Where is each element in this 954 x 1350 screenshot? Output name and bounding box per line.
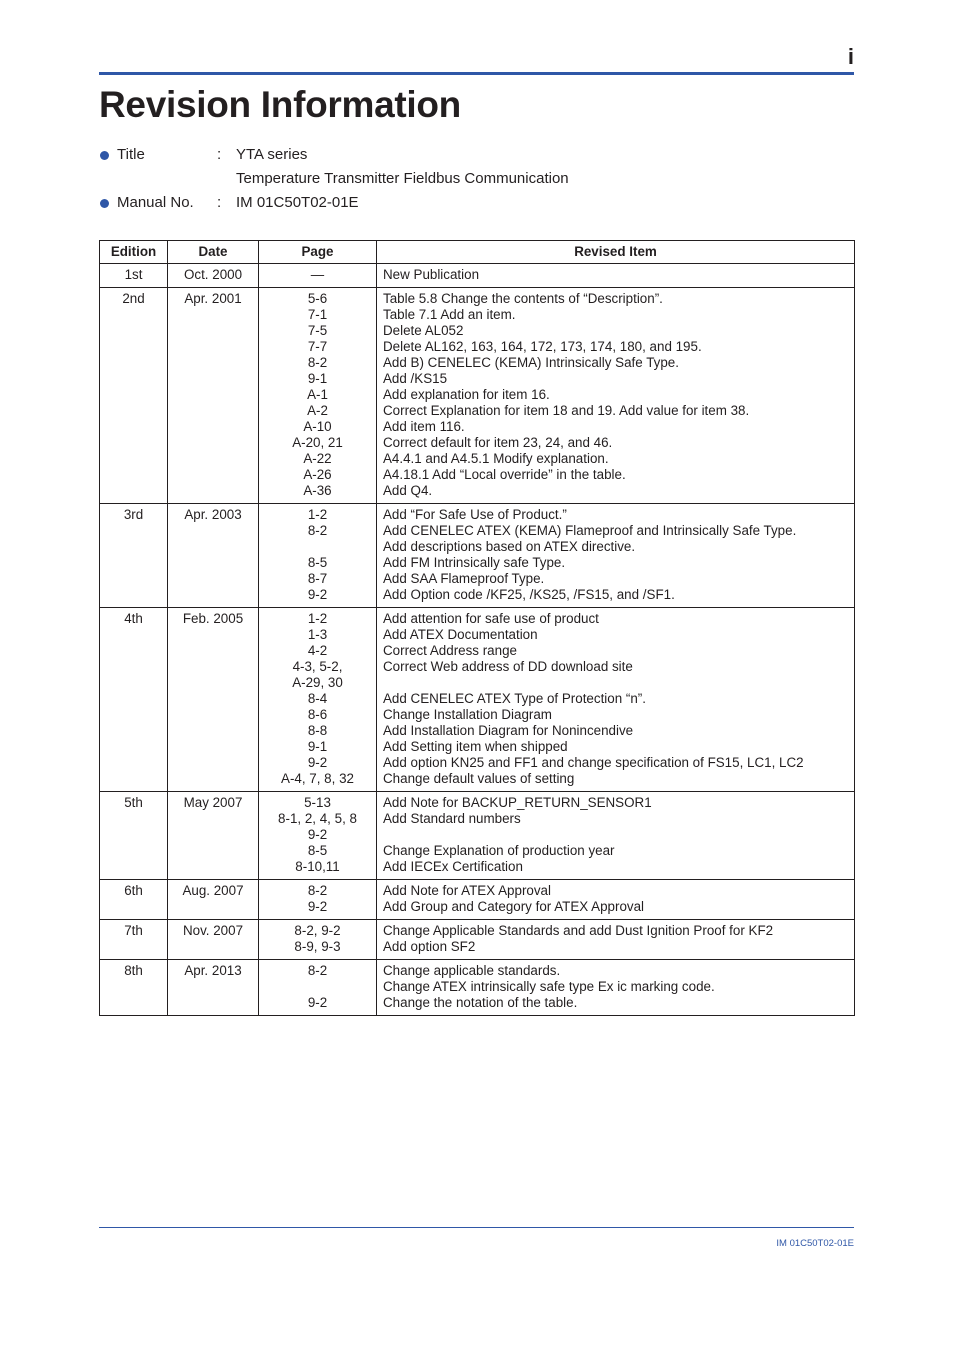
revised-item-line: Add option SF2 xyxy=(383,939,476,954)
page-ref: 9-2 xyxy=(307,995,328,1010)
page-ref: 5-6 xyxy=(307,291,328,306)
revised-item-cell xyxy=(377,880,855,920)
meta-title-value-line2: Temperature Transmitter Fieldbus Communication xyxy=(236,170,569,187)
table-header-row xyxy=(100,241,855,264)
page-title: Revision Information xyxy=(99,84,461,125)
revised-item-line: Add ATEX Documentation xyxy=(383,627,538,642)
revised-item-line: Add CENELEC ATEX Type of Protection “n”. xyxy=(383,691,646,706)
revised-item-line: Add Standard numbers xyxy=(383,811,521,826)
table-body xyxy=(100,264,855,1016)
revised-item-line: A4.18.1 Add “Local override” in the table. xyxy=(383,467,626,482)
edition-cell: 1st xyxy=(100,264,168,288)
revised-item-line: Add “For Safe Use of Product.” xyxy=(383,507,567,522)
revised-item-line: Add B) CENELEC (KEMA) Intrinsically Safe Type. xyxy=(383,355,679,370)
table-row xyxy=(100,608,855,792)
revised-item-line: Add item 116. xyxy=(383,419,465,434)
revised-item-line: Table 7.1 Add an item. xyxy=(383,307,516,322)
page-ref: A-4, 7, 8, 32 xyxy=(281,771,354,786)
footer-doc-code: IM 01C50T02-01E xyxy=(776,1238,854,1249)
header-date: Date xyxy=(168,241,259,264)
revised-item-cell xyxy=(377,920,855,960)
revised-item-line: Change Installation Diagram xyxy=(383,707,552,722)
page-ref xyxy=(265,539,370,555)
date-cell: Apr. 2001 xyxy=(168,288,259,504)
revised-item-line: Change the notation of the table. xyxy=(383,995,578,1010)
table-row xyxy=(100,880,855,920)
meta-title-label: Title xyxy=(117,146,145,163)
page-ref xyxy=(265,979,370,995)
page-ref: 9-2 xyxy=(307,755,328,770)
page-ref: 8-2 xyxy=(307,523,328,538)
page-ref: 9-1 xyxy=(307,371,328,386)
page-cell xyxy=(259,960,377,1016)
revised-item-line: A4.4.1 and A4.5.1 Modify explanation. xyxy=(383,451,609,466)
page-ref: A-26 xyxy=(303,467,332,482)
page-ref: 7-5 xyxy=(307,323,328,338)
revised-item-line: Change default values of setting xyxy=(383,771,575,786)
date-cell: Apr. 2013 xyxy=(168,960,259,1016)
revised-item-line: Delete AL162, 163, 164, 172, 173, 174, 180, and 195. xyxy=(383,339,702,354)
date-cell: Apr. 2003 xyxy=(168,504,259,608)
page-cell xyxy=(259,608,377,792)
table-row xyxy=(100,960,855,1016)
edition-cell: 5th xyxy=(100,792,168,880)
page-ref: 9-1 xyxy=(307,739,328,754)
revised-item-line: New Publication xyxy=(383,267,480,282)
edition-cell: 7th xyxy=(100,920,168,960)
page-ref: A-2 xyxy=(307,403,328,418)
revised-item-line: Add descriptions based on ATEX directive. xyxy=(383,539,636,554)
page-ref: 8-8 xyxy=(307,723,328,738)
page-ref: 4-3, 5-2, xyxy=(292,659,343,674)
revised-item-line: Add IECEx Certification xyxy=(383,859,523,874)
page-cell xyxy=(259,920,377,960)
bullet-icon xyxy=(100,199,109,208)
date-cell: Oct. 2000 xyxy=(168,264,259,288)
table-row xyxy=(100,792,855,880)
meta-manual-value: IM 01C50T02-01E xyxy=(236,194,359,211)
header-page: Page xyxy=(259,241,377,264)
page-ref: A-22 xyxy=(303,451,332,466)
page-ref: 8-1, 2, 4, 5, 8 xyxy=(278,811,357,826)
page-ref: 8-5 xyxy=(307,843,328,858)
date-cell: May 2007 xyxy=(168,792,259,880)
page-ref: 8-2, 9-2 xyxy=(294,923,341,938)
meta-manual-label: Manual No. xyxy=(117,194,194,211)
page-ref: A-20, 21 xyxy=(292,435,343,450)
edition-cell: 6th xyxy=(100,880,168,920)
revised-item-line: Add /KS15 xyxy=(383,371,448,386)
header-rule xyxy=(99,72,854,75)
revised-item-cell xyxy=(377,608,855,792)
revised-item-line: Table 5.8 Change the contents of “Description”. xyxy=(383,291,663,306)
page-ref: 8-2 xyxy=(307,355,328,370)
page-ref: 9-2 xyxy=(307,587,328,602)
header-edition: Edition xyxy=(100,241,168,264)
revision-table xyxy=(99,240,855,1016)
revised-item-line xyxy=(383,827,848,843)
revised-item-line: Add Installation Diagram for Nonincendive xyxy=(383,723,634,738)
page-ref: 8-9, 9-3 xyxy=(294,939,341,954)
page-ref: 1-2 xyxy=(307,611,328,626)
revised-item-line: Add Q4. xyxy=(383,483,433,498)
page-ref: 8-5 xyxy=(307,555,328,570)
page-ref: A-36 xyxy=(303,483,332,498)
revised-item-line: Add SAA Flameproof Type. xyxy=(383,571,545,586)
page-ref: 8-10,11 xyxy=(295,859,340,874)
page-ref: 9-2 xyxy=(307,899,328,914)
revised-item-line: Add FM Intrinsically safe Type. xyxy=(383,555,566,570)
revised-item-line: Add explanation for item 16. xyxy=(383,387,550,402)
revised-item-line: Change Applicable Standards and add Dust Ignition Proof for KF2 xyxy=(383,923,774,938)
page-ref: 8-4 xyxy=(307,691,328,706)
revised-item-line: Add Setting item when shipped xyxy=(383,739,568,754)
revised-item-cell xyxy=(377,288,855,504)
revised-item-line: Add Note for ATEX Approval xyxy=(383,883,551,898)
page-number: i xyxy=(847,44,854,69)
revised-item-cell xyxy=(377,960,855,1016)
page-cell xyxy=(259,792,377,880)
meta-colon: : xyxy=(217,194,222,211)
page-cell xyxy=(259,264,377,288)
page-ref: 7-7 xyxy=(307,339,328,354)
revised-item-line: Add Note for BACKUP_RETURN_SENSOR1 xyxy=(383,795,652,810)
page-ref: 8-2 xyxy=(307,883,328,898)
date-cell: Aug. 2007 xyxy=(168,880,259,920)
edition-cell: 3rd xyxy=(100,504,168,608)
revised-item-line: Delete AL052 xyxy=(383,323,464,338)
revised-item-line: Correct Address range xyxy=(383,643,517,658)
page-cell xyxy=(259,288,377,504)
page-ref: 8-6 xyxy=(307,707,328,722)
revised-item-cell xyxy=(377,792,855,880)
revised-item-line: Add CENELEC ATEX (KEMA) Flameproof and Intrinsically Safe Type. xyxy=(383,523,797,538)
page-cell xyxy=(259,880,377,920)
page-cell xyxy=(259,504,377,608)
revised-item-line: Add option KN25 and FF1 and change specification of FS15, LC1, LC2 xyxy=(383,755,804,770)
revised-item-line xyxy=(383,675,848,691)
revised-item-line: Add Group and Category for ATEX Approval xyxy=(383,899,645,914)
meta-colon: : xyxy=(217,146,222,163)
revised-item-line: Add Option code /KF25, /KS25, /FS15, and /SF1. xyxy=(383,587,675,602)
page-ref: 1-2 xyxy=(307,507,328,522)
edition-cell: 4th xyxy=(100,608,168,792)
page-ref: — xyxy=(310,267,325,282)
footer-rule xyxy=(99,1227,854,1228)
revised-item-line: Correct Explanation for item 18 and 19. Add value for item 38. xyxy=(383,403,750,418)
page-ref: 4-2 xyxy=(307,643,328,658)
revised-item-cell xyxy=(377,264,855,288)
table-row xyxy=(100,288,855,504)
table-row xyxy=(100,504,855,608)
page-ref: 9-2 xyxy=(307,827,328,842)
revised-item-line: Change ATEX intrinsically safe type Ex ic marking code. xyxy=(383,979,715,994)
page-ref: 8-2 xyxy=(307,963,328,978)
bullet-icon xyxy=(100,151,109,160)
table-row xyxy=(100,264,855,288)
revised-item-line: Change Explanation of production year xyxy=(383,843,615,858)
date-cell: Feb. 2005 xyxy=(168,608,259,792)
page-ref: 7-1 xyxy=(307,307,328,322)
revised-item-line: Add attention for safe use of product xyxy=(383,611,599,626)
header-revised-item: Revised Item xyxy=(377,241,855,264)
page-ref: 5-13 xyxy=(304,795,331,810)
revised-item-line: Correct Web address of DD download site xyxy=(383,659,633,674)
meta-title-value-line1: YTA series xyxy=(236,146,308,163)
table-row xyxy=(100,920,855,960)
revised-item-line: Change applicable standards. xyxy=(383,963,561,978)
page-ref: A-10 xyxy=(303,419,332,434)
page-ref: A-29, 30 xyxy=(292,675,343,690)
edition-cell: 2nd xyxy=(100,288,168,504)
revised-item-cell xyxy=(377,504,855,608)
page-ref: 8-7 xyxy=(307,571,328,586)
edition-cell: 8th xyxy=(100,960,168,1016)
revised-item-line: Correct default for item 23, 24, and 46. xyxy=(383,435,613,450)
date-cell: Nov. 2007 xyxy=(168,920,259,960)
page-ref: A-1 xyxy=(307,387,328,402)
page-ref: 1-3 xyxy=(307,627,328,642)
